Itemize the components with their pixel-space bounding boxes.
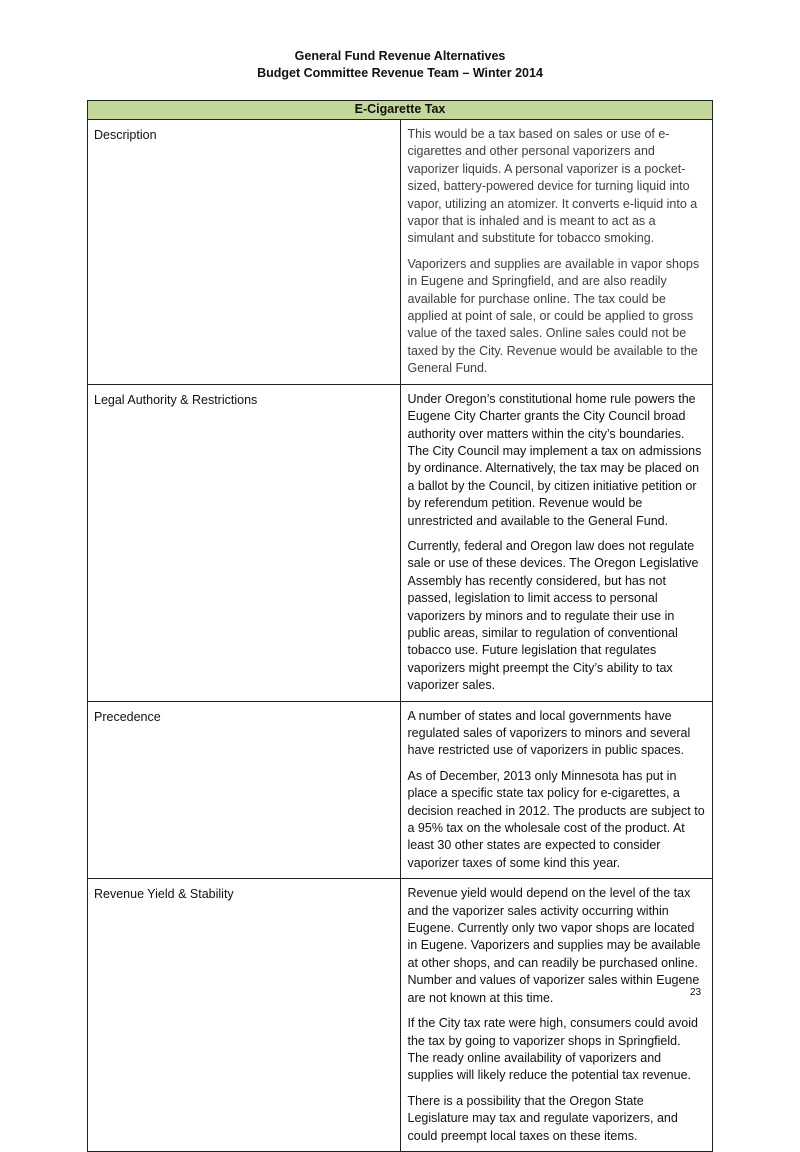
row-content-description — [400, 120, 713, 385]
row-content-precedence — [400, 701, 713, 879]
row-label-legal-authority: Legal Authority & Restrictions — [88, 384, 401, 701]
table-title: E-Cigarette Tax — [88, 101, 713, 120]
row-label-precedence: Precedence — [88, 701, 401, 879]
paragraph: Under Oregon’s constitutional home rule powers the Eugene City Charter grants the City Council broad authority over matters within the city’s boundaries. The City Council may implement a tax on admissions by ordinance. Alternatively, the tax may be placed on a ballot by the Council, by citizen initiative petition or by referendum petition. Revenue would be unrestricted and available to the General Fund. — [407, 391, 702, 528]
row-content-revenue-yield — [400, 879, 713, 1152]
paragraph: This would be a tax based on sales or use of e-cigarettes and other personal vaporizers and vaporizer liquids. A personal vaporizer is a pocket-sized, battery-powered device for turning liquid into vapor, utilizing an atomizer. It converts e-liquid into a vapor that is inhaled and is meant to act as a simulant and substitute for tobacco smoking. — [407, 127, 698, 246]
paragraph: Revenue yield would depend on the level of the tax and the vaporizer sales activity occurring within Eugene. Currently only two vapor shops are located in Eugene. Vaporizers and supplies may be available at other shops, and can readily be purchased online. Number and values of vaporizer sales within Eugene are not known at this time. — [407, 886, 701, 1005]
paragraph: Currently, federal and Oregon law does not regulate sale or use of these devices. The Oregon Legislative Assembly has recently considered, but has not passed, legislation to limit access to personal vaporizers by minors and to regulate their use in public areas, similar to regulation of conventional tobacco use. Future legislation that regulates vaporizers might preempt the City’s ability to tax vaporizer sales. — [407, 538, 699, 693]
header-title: General Fund Revenue Alternatives — [294, 49, 506, 63]
page-number: 23 — [690, 987, 702, 998]
paragraph: As of December, 2013 only Minnesota has put in place a specific state tax policy for e-cigarettes, a decision reached in 2012. The products are subject to a 95% tax on the wholesale cost of the product. At least 30 other states are expected to consider vaporizer taxes of some kind this year. — [407, 768, 705, 870]
header-subtitle: Budget Committee Revenue Team – Winter 2014 — [257, 66, 543, 80]
table-row-description — [88, 120, 713, 385]
paragraph: Vaporizers and supplies are available in vapor shops in Eugene and Springfield, and are also readily available for purchase online. The tax could be applied at point of sale, or could be applied to gross value of the taxed sales. Online sales could not be taxed by the City. Revenue would be available to the General Fund. — [407, 256, 700, 376]
document-header — [0, 48, 800, 82]
table-row-revenue-yield — [88, 879, 713, 1152]
row-label-description: Description — [88, 120, 401, 385]
row-label-revenue-yield: Revenue Yield & Stability — [88, 879, 401, 1152]
ecigarette-tax-table — [87, 100, 713, 1152]
paragraph: A number of states and local governments have regulated sales of vaporizers to minors and several have restricted use of vaporizers in public spaces. — [407, 708, 691, 758]
paragraph: If the City tax rate were high, consumers could avoid the tax by going to vaporizer shops in Springfield. The ready online availability of vaporizers and supplies will likely reduce the potential tax revenue. — [407, 1016, 698, 1083]
table-row-legal-authority — [88, 384, 713, 701]
paragraph: There is a possibility that the Oregon State Legislature may tax and regulate vaporizers, and could preempt local taxes on these items. — [407, 1093, 678, 1143]
table-row-precedence — [88, 701, 713, 879]
row-content-legal-authority — [400, 384, 713, 701]
